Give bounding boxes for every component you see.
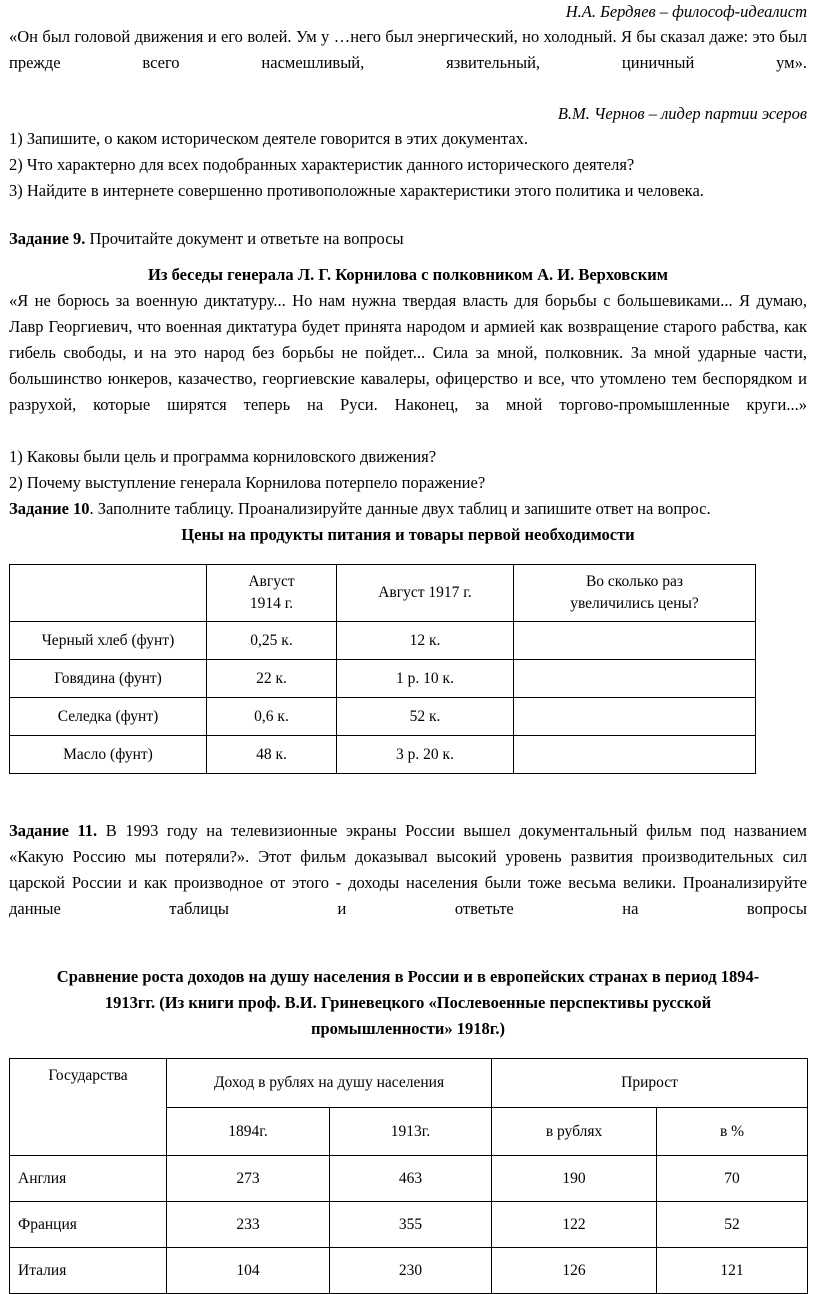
incomes-header-growth: Прирост	[492, 1059, 808, 1108]
attribution-chernov: В.М. Чернов – лидер партии эсеров	[557, 104, 807, 123]
task-9-source-title: Из беседы генерала Л. Г. Корнилова с полковником А. И. Верховским	[148, 265, 668, 284]
incomes-header-rubles: в рублях	[492, 1108, 657, 1156]
prices-1917: 52 к.	[337, 698, 514, 736]
table-header-row	[10, 565, 756, 622]
incomes-1913: 463	[330, 1156, 492, 1202]
table-row	[10, 1202, 808, 1248]
prices-header-1914	[207, 565, 337, 622]
attribution-berdyaev: Н.А. Бердяев – философ-идеалист	[565, 2, 807, 21]
prices-table	[9, 564, 756, 774]
prices-1914: 48 к.	[207, 736, 337, 774]
task-9-quote: «Я не борюсь за военную диктатуру... Но нам нужна твердая власть для борьбы с большевиками... Я думаю, Лавр Георгиевич, что военная диктатура будет принята народом и армией как возвращение старого рабства, как гибель свободы, и на это народ без борьбы не пойдет... Сила за мной, полковник. За мной ударные части, большинство юнкеров, казачество, георгиевские кавалеры, офицерство и все, что утомлено тем беспорядком и разрухой, которые ширятся теперь на Руси. Наконец, за мной торгово-промышленные круги...»	[9, 291, 807, 414]
spacer	[9, 948, 807, 964]
incomes-header-percent: в %	[657, 1108, 808, 1156]
incomes-growth-percent: 121	[657, 1248, 808, 1294]
table-header-row-top	[10, 1059, 808, 1108]
incomes-table-title-line-2: 1913гг. (Из книги проф. В.И. Гриневецкого «Послевоенные перспективы русской	[104, 993, 712, 1012]
spacer	[9, 548, 807, 564]
table-row	[10, 1156, 808, 1202]
spacer	[9, 1042, 807, 1058]
task-10-text: . Заполните таблицу. Проанализируйте данные двух таблиц и запишите ответ на вопрос.	[89, 499, 711, 518]
prices-item: Масло (фунт)	[10, 736, 207, 774]
question-1-1: 1) Запишите, о каком историческом деятеле говорится в этих документах.	[9, 129, 529, 148]
prices-header-1917	[337, 565, 514, 622]
prices-header-1914-line2: 1914 г.	[249, 595, 294, 612]
table-row	[10, 660, 756, 698]
incomes-growth-percent: 52	[657, 1202, 808, 1248]
prices-1914: 0,25 к.	[207, 622, 337, 660]
incomes-1894: 233	[167, 1202, 330, 1248]
prices-increase-input[interactable]	[514, 622, 756, 660]
incomes-header-states: Государства	[10, 1059, 167, 1156]
incomes-growth-rubles: 122	[492, 1202, 657, 1248]
spacer	[9, 774, 807, 802]
spacer	[9, 802, 807, 818]
question-1-3: 3) Найдите в интернете совершенно противоположные характеристики этого политика и человека.	[9, 181, 704, 200]
task-9-question-2: 2) Почему выступление генерала Корнилова потерпело поражение?	[9, 473, 486, 492]
table-row	[10, 698, 756, 736]
table-row	[10, 1248, 808, 1294]
task-11-paragraph	[9, 818, 807, 948]
incomes-1913: 355	[330, 1202, 492, 1248]
quote-paragraph-1: «Он был головой движения и его волей. Ум у …него был энергический, но холодный. Я бы сказал даже: это был прежде всего насмешливый, язвительный, циничный ум».	[9, 27, 807, 72]
incomes-1894: 104	[167, 1248, 330, 1294]
prices-increase-input[interactable]	[514, 698, 756, 736]
prices-1917: 3 р. 20 к.	[337, 736, 514, 774]
table-row	[10, 736, 756, 774]
prices-table-title: Цены на продукты питания и товары первой необходимости	[181, 525, 635, 544]
prices-item: Селедка (фунт)	[10, 698, 207, 736]
prices-increase-input[interactable]	[514, 660, 756, 698]
spacer	[9, 204, 807, 226]
prices-1917: 12 к.	[337, 622, 514, 660]
task-10-label: Задание 10	[9, 499, 90, 518]
incomes-1894: 273	[167, 1156, 330, 1202]
task-10-heading	[9, 496, 807, 522]
incomes-growth-percent: 70	[657, 1156, 808, 1202]
incomes-country: Италия	[10, 1248, 167, 1294]
prices-1914: 0,6 к.	[207, 698, 337, 736]
incomes-growth-rubles: 190	[492, 1156, 657, 1202]
incomes-header-1894: 1894г.	[167, 1108, 330, 1156]
prices-item: Черный хлеб (фунт)	[10, 622, 207, 660]
task-11-text: В 1993 году на телевизионные экраны России вышел документальный фильм под названием «Какую Россию мы потеряли?». Этот фильм доказывал высокий уровень развития производительных сил царской России и как производное от этого - доходы населения были тоже весьма велики. Проанализируйте данные таблицы и ответьте на вопросы	[9, 821, 807, 918]
spacer	[9, 252, 807, 262]
prices-header-empty	[10, 565, 207, 622]
prices-1914: 22 к.	[207, 660, 337, 698]
incomes-header-income: Доход в рублях на душу населения	[167, 1059, 492, 1108]
table-row	[10, 622, 756, 660]
task-9-question-1: 1) Каковы были цель и программа корниловского движения?	[9, 447, 437, 466]
incomes-table-title-line-3: промышленности» 1918г.)	[310, 1019, 506, 1038]
incomes-table-title-line-1: Сравнение роста доходов на душу населения в России и в европейских странах в период 1894-	[56, 967, 760, 986]
prices-header-increase-line2: увеличились цены?	[570, 595, 699, 612]
prices-item: Говядина (фунт)	[10, 660, 207, 698]
incomes-1913: 230	[330, 1248, 492, 1294]
incomes-table	[9, 1058, 808, 1294]
incomes-header-1913: 1913г.	[330, 1108, 492, 1156]
prices-1917: 1 р. 10 к.	[337, 660, 514, 698]
prices-header-increase	[514, 565, 756, 622]
prices-header-1917-line1: Август 1917 г.	[378, 584, 472, 601]
task-9-heading	[9, 226, 807, 252]
incomes-country: Франция	[10, 1202, 167, 1248]
incomes-country: Англия	[10, 1156, 167, 1202]
prices-increase-input[interactable]	[514, 736, 756, 774]
task-11-label: Задание 11.	[9, 821, 98, 840]
incomes-growth-rubles: 126	[492, 1248, 657, 1294]
prices-header-1914-line1: Август	[248, 573, 295, 590]
task-9-text: Прочитайте документ и ответьте на вопросы	[85, 229, 404, 248]
task-9-label: Задание 9.	[9, 229, 86, 248]
question-1-2: 2) Что характерно для всех подобранных характеристик данного исторического деятеля?	[9, 155, 635, 174]
prices-header-increase-line1: Во сколько раз	[585, 573, 684, 590]
